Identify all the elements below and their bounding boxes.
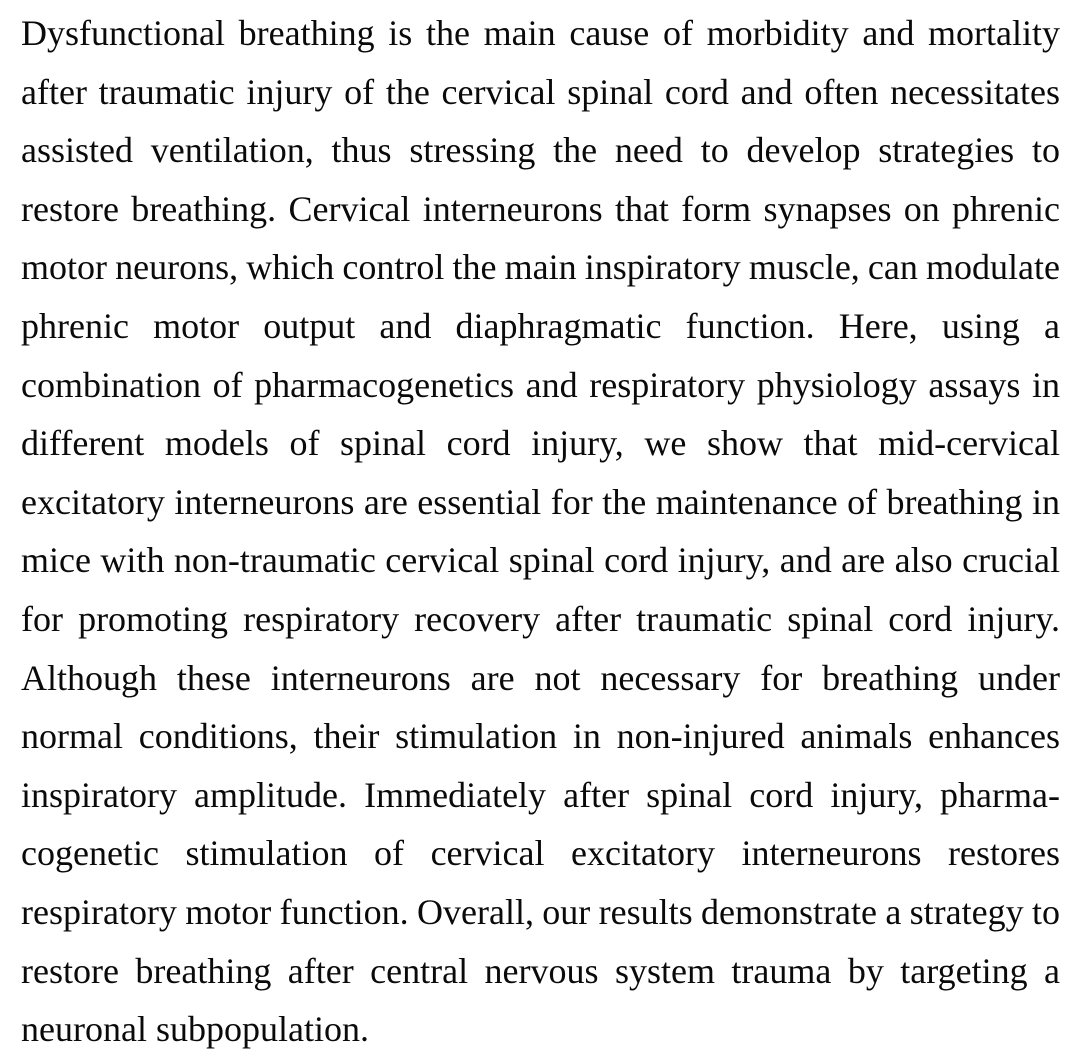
text-line: assisted ventilation, thus stressing the need to develop strategies to [21, 130, 1060, 171]
text-line: phrenic motor output and diaphragmatic function. Here, using a [21, 305, 1060, 346]
text-line: restore breathing after central nervous system trauma by targeting a [21, 950, 1060, 991]
text-line: after traumatic injury of the cervical spinal cord and often necessitates [21, 71, 1060, 112]
text-line: restore breathing. Cervical interneurons that form synapses on phrenic [21, 188, 1060, 229]
text-line: Dysfunctional breathing is the main cause of morbidity and mortality [21, 13, 1060, 53]
text-line: inspiratory amplitude. Immediately after spinal cord injury, pharma- [21, 774, 1060, 815]
text-line: excitatory interneurons are essential for the maintenance of breathing in [21, 481, 1060, 522]
text-line: different models of spinal cord injury, we show that mid-cervical [21, 423, 1060, 464]
text-line: combination of pharmacogenetics and respiratory physiology assays in [21, 364, 1060, 405]
text-line: motor neurons, which control the main inspiratory muscle, can modulate [21, 247, 1060, 288]
text-line: for promoting respiratory recovery after traumatic spinal cord injury. [21, 598, 1060, 639]
text-line: mice with non-traumatic cervical spinal cord injury, and are also crucial [21, 540, 1060, 581]
text-line: respiratory motor function. Overall, our results demonstrate a strategy to [21, 891, 1060, 932]
abstract-paragraph [21, 4, 1060, 1059]
text-line: neuronal subpopulation. [21, 1009, 369, 1050]
text-line: normal conditions, their stimulation in non-injured animals enhances [21, 716, 1060, 757]
text-line: cogenetic stimulation of cervical excitatory interneurons restores [21, 833, 1060, 874]
text-line: Although these interneurons are not necessary for breathing under [21, 657, 1060, 698]
